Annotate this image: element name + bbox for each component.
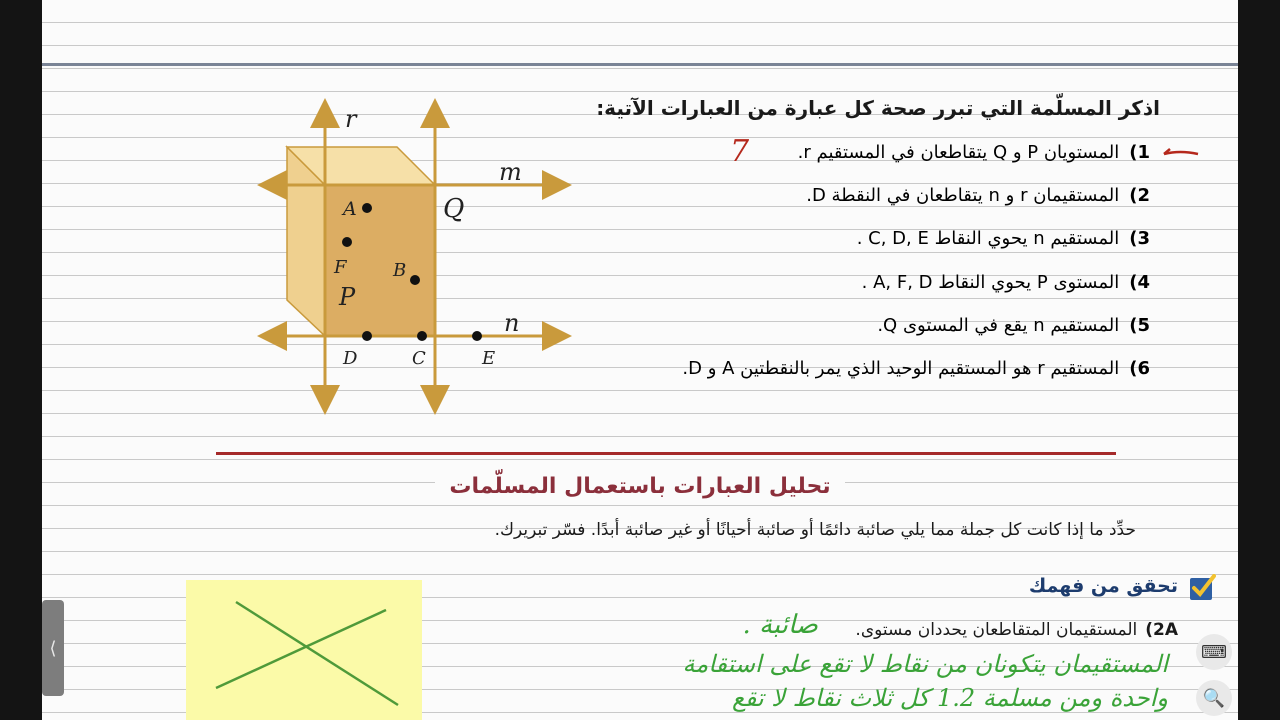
label-p: P [339, 283, 356, 311]
label-c: C [412, 348, 426, 369]
item-text: المستوى P يحوي النقاط A, F, D . [861, 272, 1120, 293]
label-f: F [334, 257, 347, 278]
item-text: المستقيمان المتقاطعان يحددان مستوى. [855, 620, 1138, 640]
keyboard-button[interactable] [1196, 634, 1232, 670]
point-e [472, 331, 482, 341]
point-d [362, 331, 372, 341]
chevron-left-icon: ⟨ [49, 637, 57, 659]
handwritten-arrow [1162, 146, 1202, 160]
question-item-5 [877, 315, 1150, 336]
section-divider [216, 452, 1116, 455]
item-number: 6) [1129, 358, 1150, 379]
point-b [410, 275, 420, 285]
yellow-note [186, 580, 422, 720]
item-number: 1) [1129, 142, 1150, 163]
handwritten-mark: 7 [730, 134, 750, 169]
check-icon [1188, 574, 1216, 602]
label-r: r [345, 105, 357, 133]
intersecting-lines-sketch [186, 580, 422, 720]
label-d: D [343, 348, 358, 369]
textbook-page [42, 0, 1238, 720]
item-text: المستقيم n يحوي النقاط C, D, E . [856, 228, 1120, 249]
item-number: 2A) [1145, 620, 1178, 640]
question-item-2 [806, 185, 1150, 206]
point-a [362, 203, 372, 213]
left-panel-tab[interactable] [42, 600, 64, 696]
item-number: 5) [1129, 315, 1150, 336]
check-understanding-title: تحقق من فهمك [1028, 575, 1178, 597]
label-m: m [499, 158, 522, 186]
label-q: Q [443, 194, 465, 224]
item-number: 3) [1129, 228, 1150, 249]
item-text: المستقيم r هو المستقيم الوحيد الذي يمر بالنقطتين A و D. [682, 358, 1120, 379]
question-item-6 [682, 358, 1150, 379]
handwriting-answer: صائبة . [742, 610, 818, 640]
label-b: B [393, 260, 407, 281]
item-text: المستقيمان r و n يتقاطعان في النقطة D. [806, 185, 1120, 206]
question-item-1 [798, 142, 1150, 163]
handwriting-line-3: واحدة ومن مسلمة 1.2 كل ثلاث نقاط لا تقع [732, 684, 1168, 712]
label-a: A [343, 198, 357, 220]
section-title: تحليل العبارات باستعمال المسلّمات [42, 474, 1238, 499]
section-instruction: حدِّد ما إذا كانت كل جملة مما يلي صائبة دائمًا أو صائبة أحيانًا أو غير صائبة أبدًا. فسّر تبريرك. [494, 520, 1136, 540]
check-item-2a [855, 620, 1178, 640]
page-top-rule [42, 63, 1238, 66]
zoom-icon: 🔍 [1202, 687, 1226, 709]
label-e: E [482, 348, 496, 369]
item-text: المستقيم n يقع في المستوى Q. [877, 315, 1120, 336]
handwriting-line-2: المستقيمان يتكونان من نقاط لا تقع على استقامة [682, 650, 1168, 678]
label-n: n [504, 309, 520, 337]
question-title: اذكر المسلّمة التي تبرر صحة كل عبارة من العبارات الآتية: [596, 96, 1160, 120]
item-text: المستويان P و Q يتقاطعان في المستقيم r. [797, 142, 1120, 163]
item-number: 4) [1129, 272, 1150, 293]
keyboard-icon: ⌨ [1201, 641, 1227, 663]
point-c [417, 331, 427, 341]
zoom-button[interactable] [1196, 680, 1232, 716]
geometry-figure [217, 95, 577, 415]
point-f [342, 237, 352, 247]
question-item-3 [857, 228, 1150, 249]
question-item-4 [862, 272, 1150, 293]
item-number: 2) [1129, 185, 1150, 206]
